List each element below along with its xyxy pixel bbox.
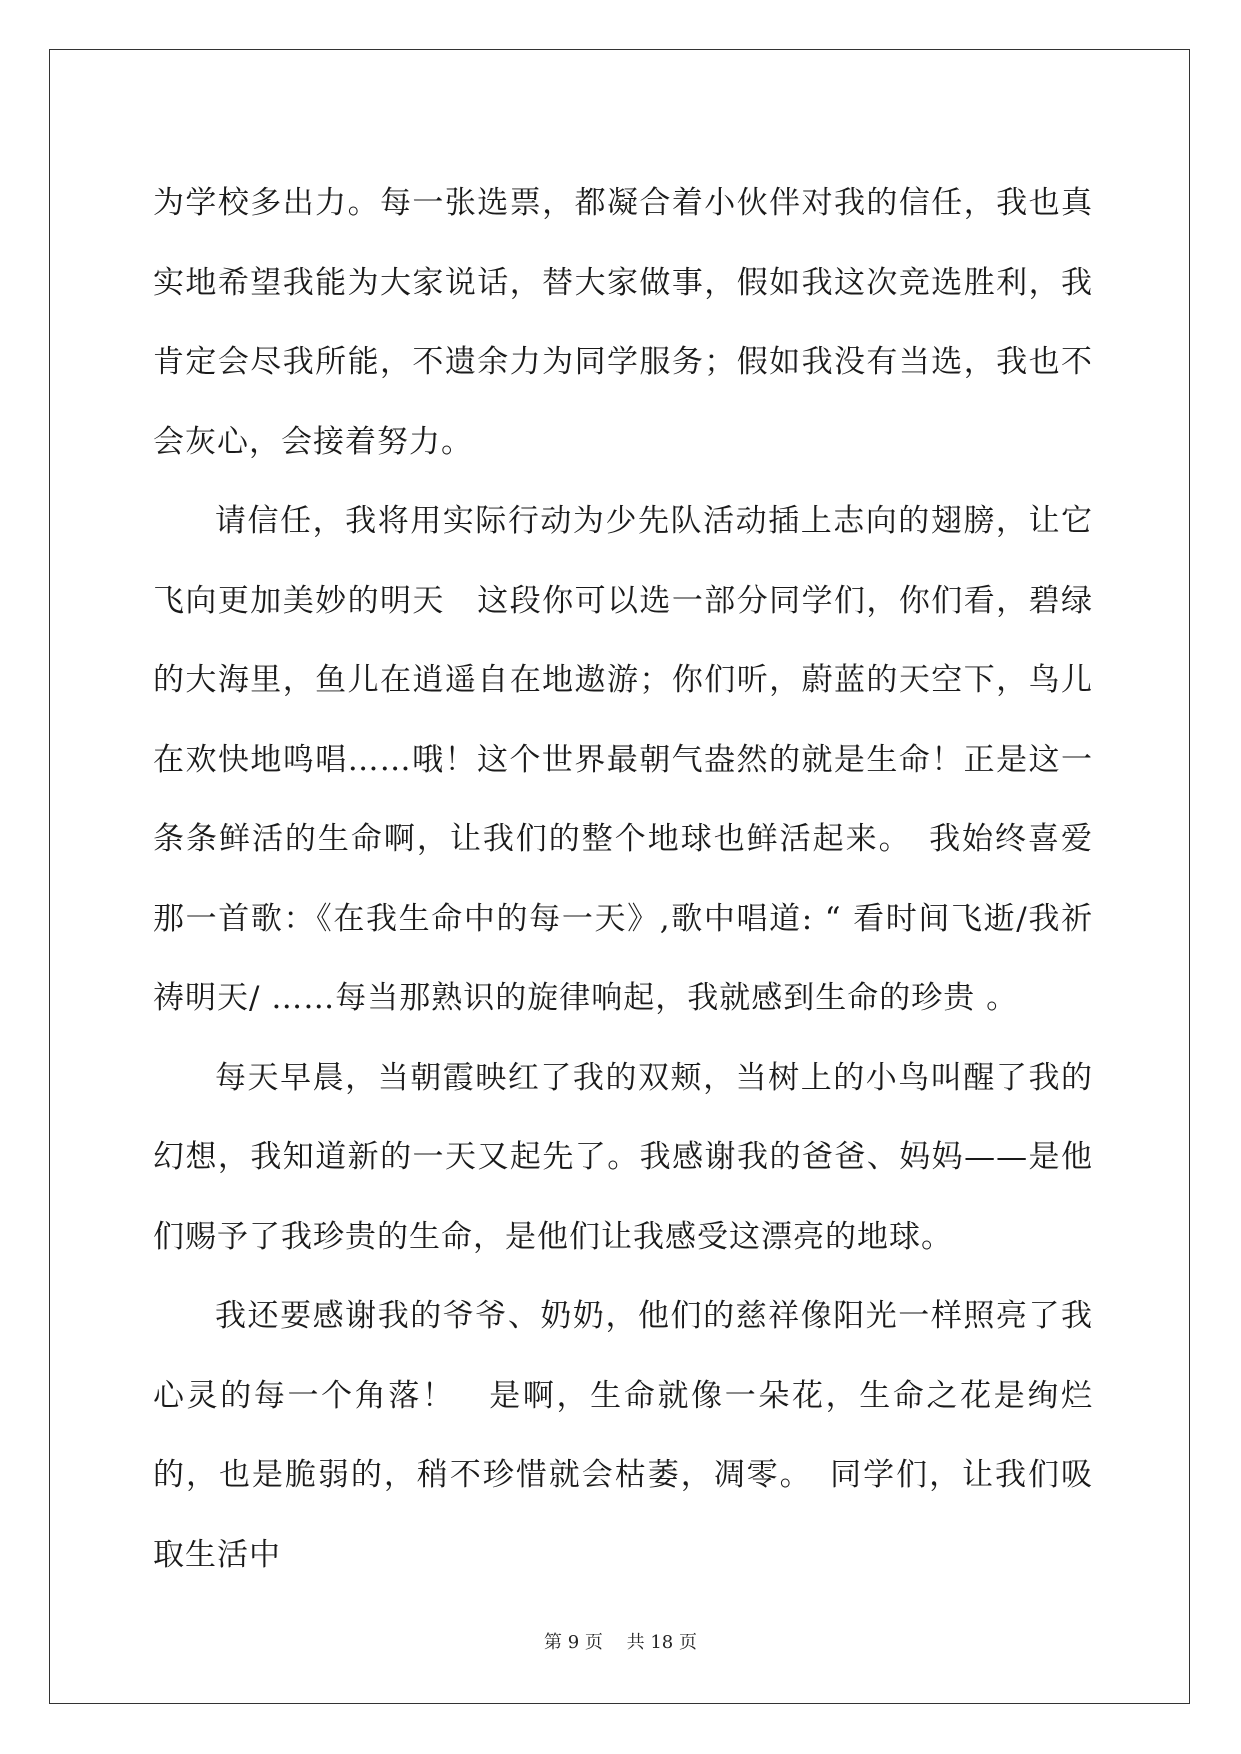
paragraph-3: 每天早晨，当朝霞映红了我的双颊，当树上的小鸟叫醒了我的幻想，我知道新的一天又起先了。我感谢我的爸爸、妈妈——是他们赐予了我珍贵的生命，是他们让我感受这漂亮的地球。 [153, 1059, 1093, 1255]
page-number-footer: 第 9 页 共 18 页 [544, 1632, 697, 1653]
paragraph-1: 为学校多出力。每一张选票，都凝合着小伙伴对我的信任，我也真实地希望我能为大家说话，替大家做事，假如我这次竞选胜利，我肯定会尽我所能，不遗余力为同学服务；假如我没有当选，我也不会灰心，会接着努力。 [153, 185, 1093, 460]
document-body [153, 164, 1093, 1595]
paragraph-4: 我还要感谢我的爷爷、奶奶，他们的慈祥像阳光一样照亮了我心灵的每一个角落！ 是啊，生命就像一朵花，生命之花是绚烂的，也是脆弱的，稍不珍惜就会枯萎，凋零。 同学们，让我们吸取生活中 [153, 1298, 1093, 1573]
paragraph-2: 请信任，我将用实际行动为少先队活动插上志向的翅膀，让它飞向更加美妙的明天 这段你可以选一部分同学们，你们看，碧绿的大海里，鱼儿在逍遥自在地遨游；你们听，蔚蓝的天空下，鸟儿在欢快地鸣唱……哦！这个世界最朝气盎然的就是生命！正是这一条条鲜活的生命啊，让我们的整个地球也鲜活起来。 我始终喜爱那一首歌：《在我生命中的每一天》,歌中唱道: “ 看时间飞逝/我祈祷明天/ ……每当那熟识的旋律响起，我就感到生命的珍贵 。 [153, 503, 1093, 1016]
